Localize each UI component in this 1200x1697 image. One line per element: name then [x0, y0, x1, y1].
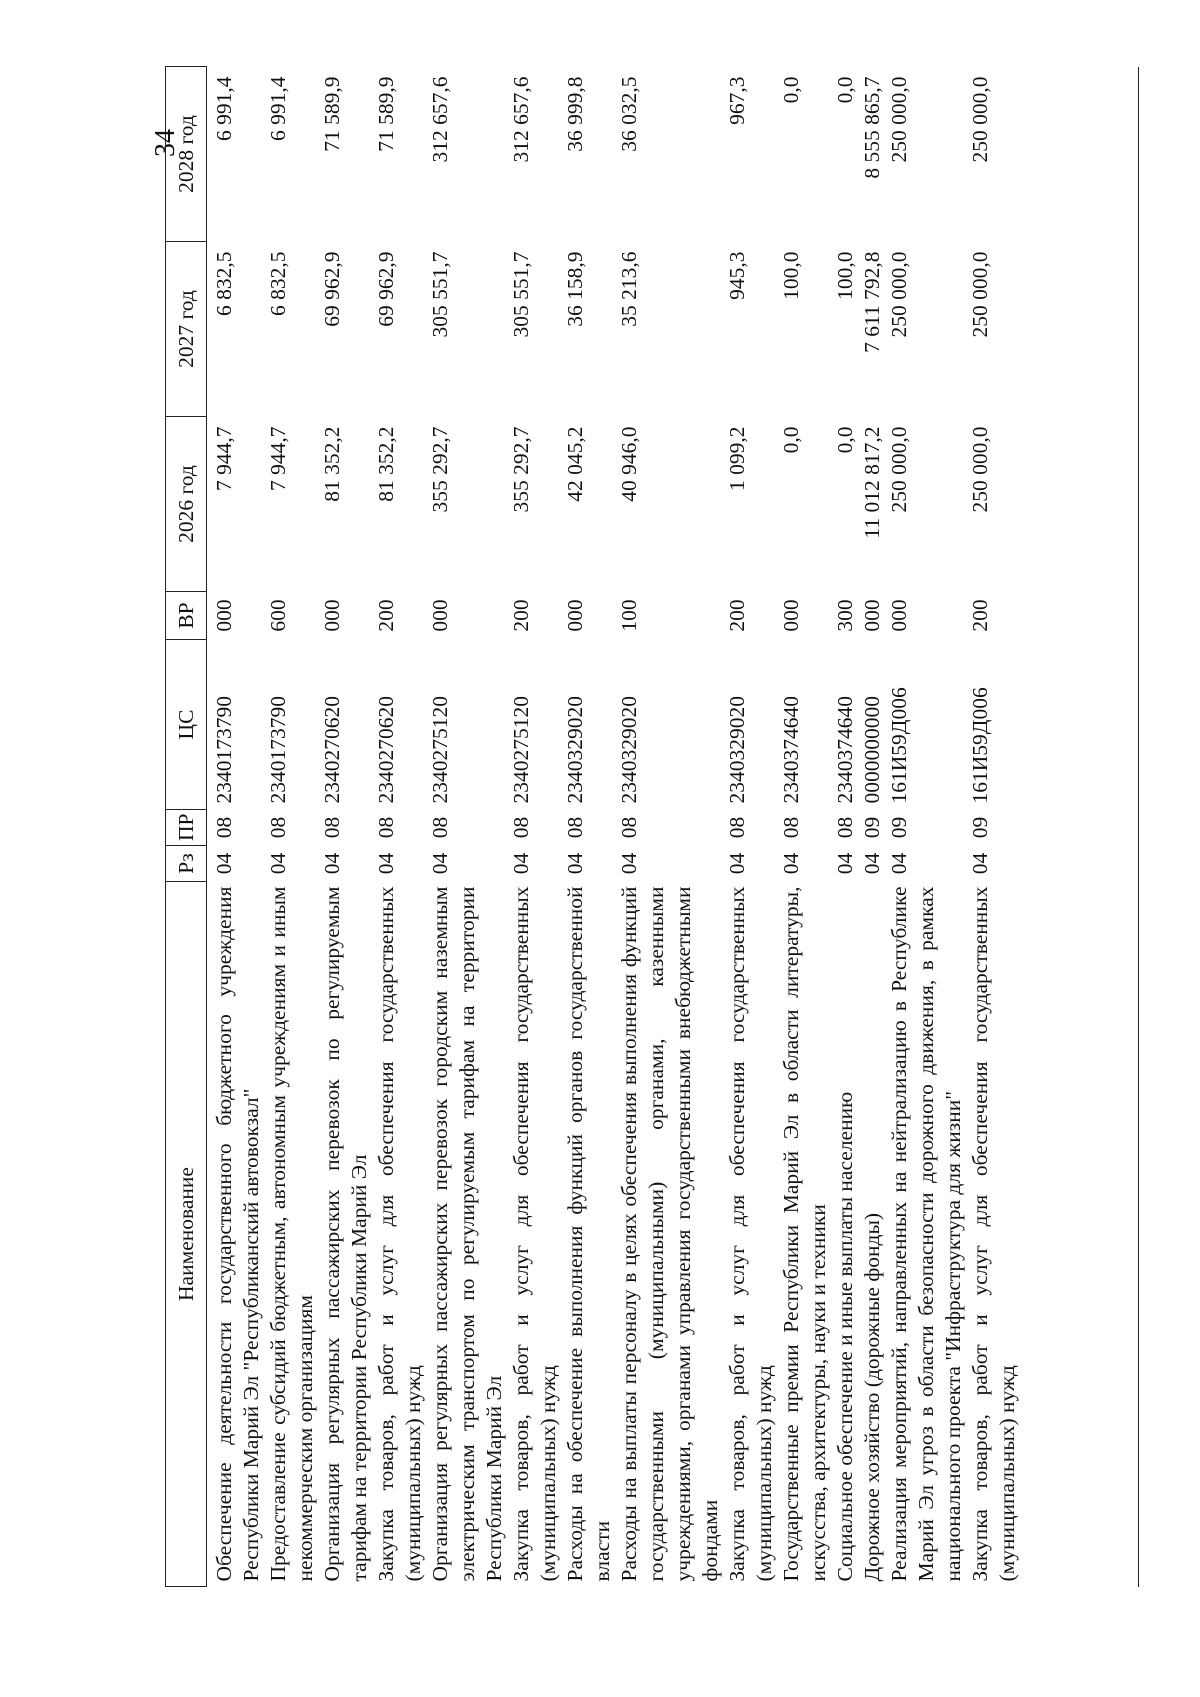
row-name: Обеспечение деятельности государственного бюджетного учреждения Республики Марий Эл "Республиканский автовокзал" — [212, 886, 263, 1582]
row-rz: 04 — [428, 852, 452, 875]
row-name: Закупка товаров, работ и услуг для обеспечения государственных (муниципальных) нужд — [374, 886, 425, 1582]
row-cs: 2340270620 — [374, 696, 398, 804]
row-pr: 08 — [617, 816, 641, 839]
row-2027: 7 611 792,8 — [860, 251, 884, 353]
row-2027: 250 000,0 — [968, 251, 992, 338]
row-cs: 2340329020 — [617, 696, 641, 804]
row-2026: 81 352,2 — [320, 426, 344, 502]
row-pr: 09 — [860, 816, 884, 839]
row-vr: 000 — [212, 599, 236, 632]
row-2026: 7 944,7 — [266, 426, 290, 491]
table-row — [616, 67, 724, 1587]
row-vr: 200 — [509, 599, 533, 632]
row-cs: 2340329020 — [563, 696, 587, 804]
row-name: Дорожное хозяйство (дорожные фонды) — [860, 1212, 884, 1582]
row-pr: 08 — [563, 816, 587, 839]
table-row — [319, 67, 373, 1587]
header-pr: ПР — [166, 810, 207, 846]
row-vr: 000 — [428, 599, 452, 632]
header-name: Наименование — [166, 882, 207, 1587]
row-2026: 0,0 — [779, 426, 803, 454]
row-vr: 000 — [320, 599, 344, 632]
row-vr: 600 — [266, 599, 290, 632]
row-vr: 100 — [617, 599, 641, 632]
row-cs: 2340374640 — [779, 696, 803, 804]
row-2028: 36 032,5 — [617, 76, 641, 152]
table-row — [832, 67, 859, 1587]
row-2028: 250 000,0 — [968, 76, 992, 163]
row-2026: 11 012 817,2 — [860, 426, 884, 539]
row-2026: 1 099,2 — [725, 426, 749, 491]
row-rz: 04 — [779, 852, 803, 875]
row-2026: 250 000,0 — [968, 426, 992, 513]
table-row — [967, 67, 1021, 1587]
row-cs: 2340173790 — [266, 696, 290, 804]
row-pr: 09 — [887, 816, 911, 839]
row-cs: 2340275120 — [509, 696, 533, 804]
row-2028: 0,0 — [833, 76, 857, 104]
table-row — [724, 67, 778, 1587]
table-header-row — [166, 67, 207, 1587]
table-row — [373, 67, 427, 1587]
row-rz: 04 — [320, 852, 344, 875]
row-vr: 200 — [374, 599, 398, 632]
row-2028: 8 555 865,7 — [860, 76, 884, 179]
table-bottom-line — [1138, 67, 1139, 1587]
row-name: Закупка товаров, работ и услуг для обеспечения государственных (муниципальных) нужд — [725, 886, 776, 1582]
row-rz: 04 — [374, 852, 398, 875]
budget-table — [165, 66, 1021, 1587]
row-name: Социальное обеспечение и иные выплаты населению — [833, 1091, 857, 1582]
table-row — [508, 67, 562, 1587]
table-row — [265, 67, 319, 1587]
header-2028: 2028 год — [166, 67, 207, 242]
row-2027: 305 551,7 — [509, 251, 533, 338]
table-row — [859, 67, 886, 1587]
row-rz: 04 — [968, 852, 992, 875]
table-row — [562, 67, 616, 1587]
row-pr: 08 — [266, 816, 290, 839]
row-rz: 04 — [887, 852, 911, 875]
row-2028: 36 999,8 — [563, 76, 587, 152]
row-2028: 71 589,9 — [320, 76, 344, 152]
row-2027: 6 832,5 — [266, 251, 290, 316]
row-rz: 04 — [509, 852, 533, 875]
row-rz: 04 — [860, 852, 884, 875]
row-cs: 161И59Д006 — [887, 687, 911, 804]
row-2026: 355 292,7 — [428, 426, 452, 513]
row-2028: 0,0 — [779, 76, 803, 104]
row-2028: 6 991,4 — [212, 76, 236, 141]
row-2027: 100,0 — [833, 251, 857, 300]
row-2026: 0,0 — [833, 426, 857, 454]
row-name: Закупка товаров, работ и услуг для обеспечения государственных (муниципальных) нужд — [968, 886, 1019, 1582]
row-2028: 312 657,6 — [428, 76, 452, 163]
row-vr: 200 — [725, 599, 749, 632]
row-vr: 000 — [887, 599, 911, 632]
row-rz: 04 — [833, 852, 857, 875]
table-row — [778, 67, 832, 1587]
row-2027: 100,0 — [779, 251, 803, 300]
row-2027: 250 000,0 — [887, 251, 911, 338]
row-pr: 08 — [374, 816, 398, 839]
row-cs: 0000000000 — [860, 696, 884, 804]
table-row — [886, 67, 967, 1587]
header-2027: 2027 год — [166, 242, 207, 417]
row-2027: 6 832,5 — [212, 251, 236, 316]
row-cs: 2340374640 — [833, 696, 857, 804]
row-vr: 000 — [563, 599, 587, 632]
row-2028: 6 991,4 — [266, 76, 290, 141]
row-name: Закупка товаров, работ и услуг для обеспечения государственных (муниципальных) нужд — [509, 886, 560, 1582]
row-2028: 250 000,0 — [887, 76, 911, 163]
page-number: 34 — [150, 129, 181, 157]
row-2027: 945,3 — [725, 251, 749, 300]
row-2026: 250 000,0 — [887, 426, 911, 513]
row-2026: 42 045,2 — [563, 426, 587, 502]
row-2027: 305 551,7 — [428, 251, 452, 338]
row-2026: 40 946,0 — [617, 426, 641, 502]
row-rz: 04 — [563, 852, 587, 875]
row-pr: 08 — [725, 816, 749, 839]
row-2028: 967,3 — [725, 76, 749, 125]
row-pr: 09 — [968, 816, 992, 839]
table-row — [427, 67, 508, 1587]
row-2027: 35 213,6 — [617, 251, 641, 327]
table-row — [207, 67, 266, 1587]
row-vr: 000 — [860, 599, 884, 632]
row-name: Государственные премии Республики Марий Эл в области литературы, искусства, архитектуры, науки и техники — [779, 886, 830, 1582]
row-cs: 2340173790 — [212, 696, 236, 804]
row-2028: 312 657,6 — [509, 76, 533, 163]
row-rz: 04 — [266, 852, 290, 875]
row-name: Реализация мероприятий, направленных на нейтрализацию в Республике Марий Эл угроз в области безопасности дорожного движения, в рамках национального проекта "Инфраструктура для жизни" — [887, 886, 965, 1582]
row-pr: 08 — [833, 816, 857, 839]
row-2026: 7 944,7 — [212, 426, 236, 491]
row-cs: 2340270620 — [320, 696, 344, 804]
row-2026: 81 352,2 — [374, 426, 398, 502]
row-name: Расходы на обеспечение выполнения функций органов государственной власти — [563, 886, 614, 1582]
row-rz: 04 — [725, 852, 749, 875]
row-pr: 08 — [779, 816, 803, 839]
row-2027: 69 962,9 — [374, 251, 398, 327]
row-rz: 04 — [617, 852, 641, 875]
row-pr: 08 — [320, 816, 344, 839]
header-vr: ВР — [166, 592, 207, 640]
row-2027: 69 962,9 — [320, 251, 344, 327]
row-vr: 000 — [779, 599, 803, 632]
header-rz: Рз — [166, 846, 207, 882]
row-pr: 08 — [509, 816, 533, 839]
row-vr: 200 — [968, 599, 992, 632]
row-name: Организация регулярных пассажирских перевозок городским наземным электрическим транспортом по регулируемым тарифам на территории Республики Марий Эл — [428, 886, 506, 1582]
row-name: Расходы на выплаты персоналу в целях обеспечения выполнения функций государственными (муниципальными) органами, казенными учреждениями, органами управления государственными внебюджетными фондами — [617, 886, 722, 1582]
row-vr: 300 — [833, 599, 857, 632]
row-rz: 04 — [212, 852, 236, 875]
header-2026: 2026 год — [166, 417, 207, 592]
row-cs: 2340275120 — [428, 696, 452, 804]
row-pr: 08 — [212, 816, 236, 839]
row-cs: 2340329020 — [725, 696, 749, 804]
row-cs: 161И59Д006 — [968, 687, 992, 804]
row-pr: 08 — [428, 816, 452, 839]
row-name: Предоставление субсидий бюджетным, автономным учреждениям и иным некоммерческим организациям — [266, 886, 317, 1582]
row-name: Организация регулярных пассажирских перевозок по регулируемым тарифам на территории Республики Марий Эл — [320, 886, 371, 1582]
row-2027: 36 158,9 — [563, 251, 587, 327]
row-2028: 71 589,9 — [374, 76, 398, 152]
row-2026: 355 292,7 — [509, 426, 533, 513]
header-cs: ЦС — [166, 640, 207, 810]
